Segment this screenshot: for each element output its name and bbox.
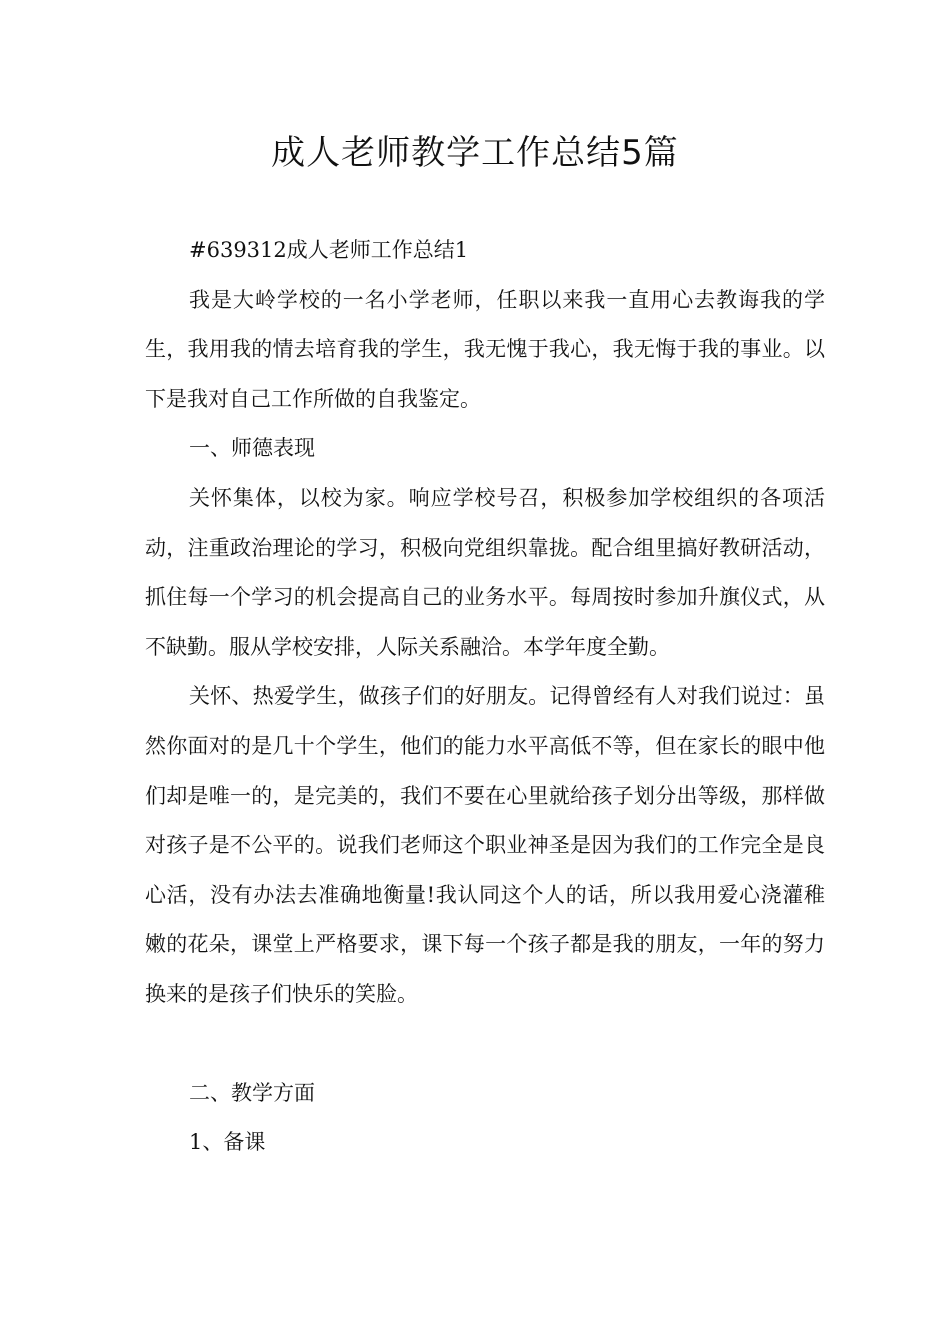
document-title: 成人老师教学工作总结5篇: [271, 133, 679, 173]
subsection-heading-lesson-prep: 1、备课: [189, 1130, 266, 1155]
section-heading-summary-1: #639312成人老师工作总结1: [189, 238, 469, 262]
section-heading-teaching: 二、教学方面: [189, 1080, 315, 1105]
paragraph-collective: 关怀集体，以校为家。响应学校号召，积极参加学校组织的各项活动，注重政治理论的学习，积极向党组织靠拢。配合组里搞好教研活动，抓住每一个学习的机会提高自己的业务水平。每周按时参加升旗仪式，从不缺勤。服从学校安排，人际关系融洽。本学年度全勤。: [145, 485, 825, 659]
section-heading-ethics: 一、师德表现: [189, 436, 315, 461]
paragraph-students: 关怀、热爱学生，做孩子们的好朋友。记得曾经有人对我们说过：虽然你面对的是几十个学生，他们的能力水平高低不等，但在家长的眼中他们却是唯一的，是完美的，我们不要在心里就给孩子划分出等级，那样做对孩子是不公平的。说我们老师这个职业神圣是因为我们的工作完全是良心活，没有办法去准确地衡量!我认同这个人的话，所以我用爱心浇灌稚嫩的花朵，课堂上严格要求，课下每一个孩子都是我的朋友，一年的努力换来的是孩子们快乐的笑脸。: [145, 684, 825, 1006]
paragraph-intro: 我是大岭学校的一名小学老师，任职以来我一直用心去教诲我的学生，我用我的情去培育我的学生，我无愧于我心，我无悔于我的事业。以下是我对自己工作所做的自我鉴定。: [145, 287, 825, 411]
document-body: [145, 226, 825, 1168]
